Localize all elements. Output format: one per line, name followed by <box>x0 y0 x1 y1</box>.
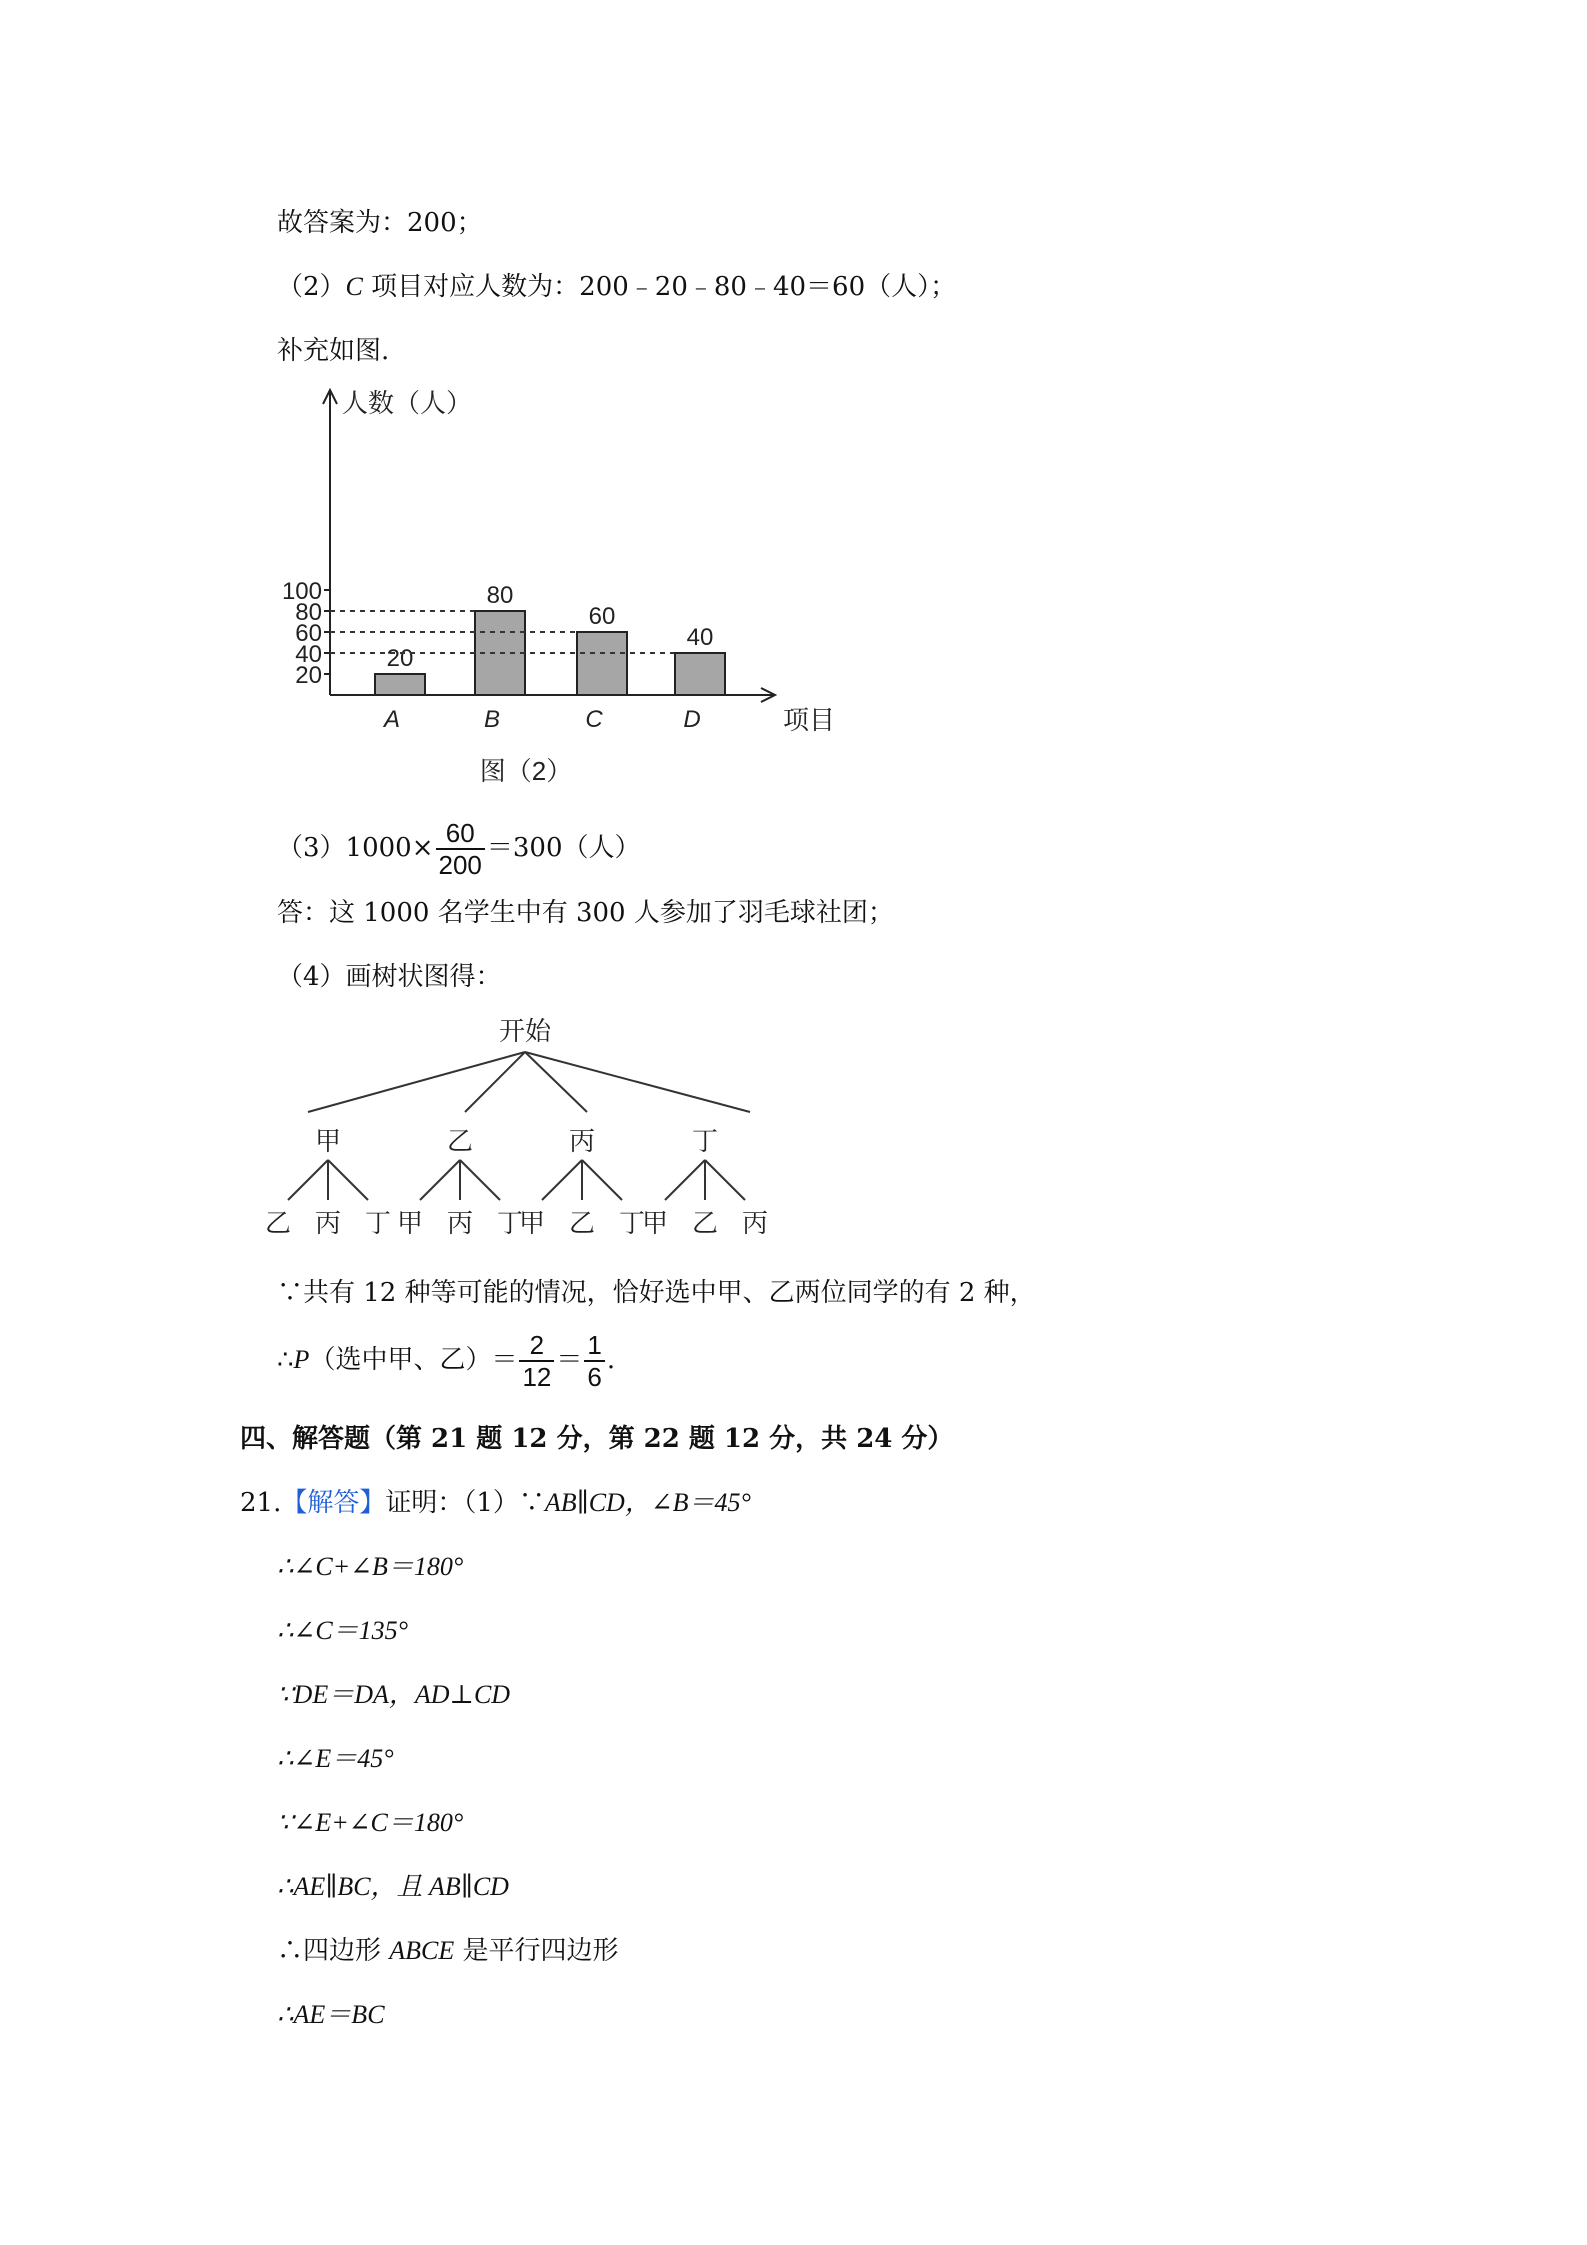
y-axis-label: 人数（人） <box>342 388 473 418</box>
answer-line-6: （4）画树状图得： <box>277 962 502 992</box>
tree-leaf-node: 丁 <box>618 1208 646 1238</box>
fraction-numerator: 2 <box>529 1330 545 1360</box>
tree-leaf-node: 丙 <box>314 1208 342 1238</box>
tree-branch-node: 乙 <box>446 1126 474 1156</box>
fraction-numerator: 60 <box>445 818 475 848</box>
proof-step-5: ∵∠E+∠C＝180° <box>277 1808 464 1837</box>
x-axis-label: 项目 <box>783 705 836 735</box>
answer-line-7: ∵共有 12 种等可能的情况，恰好选中甲、乙两位同学的有 2 种， <box>277 1278 1036 1308</box>
tree-branch-node: 丙 <box>568 1126 596 1156</box>
proof-step-6: ∴AE∥BC，且 AB∥CD <box>277 1872 509 1901</box>
answer-line-8-middle: （选中甲、乙）＝ <box>309 1345 518 1375</box>
tree-leaf-node: 乙 <box>264 1208 292 1238</box>
fraction-denominator: 200 <box>436 848 485 880</box>
x-tick-label: A <box>383 706 401 733</box>
tree-branch-line <box>525 1052 750 1112</box>
tree-leaf-node: 丙 <box>446 1208 474 1238</box>
bar <box>577 632 627 695</box>
tree-branch-line <box>308 1052 525 1112</box>
bar-chart <box>270 370 836 800</box>
proof-step-1: ∴∠C+∠B＝180° <box>277 1552 464 1581</box>
y-tick-label: 20 <box>295 662 322 689</box>
proof-step-7 <box>277 1934 619 1968</box>
x-tick-label: D <box>683 706 701 733</box>
section-heading: 四、解答题（第 21 题 12 分，第 22 题 12 分，共 24 分） <box>240 1424 954 1454</box>
answer-line-2-variable: C <box>345 272 363 301</box>
answer-line-8-suffix: . <box>606 1345 616 1375</box>
tree-leaf-line <box>328 1160 368 1200</box>
bar-value-label: 40 <box>686 624 714 651</box>
tree-leaf-node: 丁 <box>364 1208 392 1238</box>
answer-tag: 【解答】 <box>281 1488 386 1518</box>
bar-value-label: 60 <box>588 603 616 630</box>
answer-line-3: 补充如图. <box>277 336 390 366</box>
fraction-2-12 <box>519 1330 554 1392</box>
answer-line-5: 答：这 1000 名学生中有 300 人参加了羽毛球社团； <box>277 898 894 928</box>
fraction-1-6 <box>584 1330 604 1392</box>
question-21-line <box>240 1486 751 1520</box>
y-tick-label: 40 <box>295 641 322 668</box>
tree-branch-node: 丁 <box>691 1126 719 1156</box>
question-number: 21. <box>240 1488 282 1518</box>
bar <box>675 653 725 695</box>
tree-leaf-line <box>665 1160 705 1200</box>
tree-diagram <box>264 1010 770 1260</box>
answer-line-4-suffix: ＝300（人） <box>486 833 641 863</box>
y-tick-label: 80 <box>295 599 322 626</box>
tree-leaf-line <box>420 1160 460 1200</box>
tree-leaf-line <box>288 1160 328 1200</box>
bar-value-label: 80 <box>486 582 514 609</box>
proof-intro: 证明：（1）∵ <box>385 1488 545 1518</box>
proof-given: AB∥CD，∠B＝45° <box>544 1488 751 1517</box>
tree-leaf-node: 甲 <box>641 1208 669 1238</box>
tree-leaf-node: 甲 <box>396 1208 424 1238</box>
tree-leaf-node: 丁 <box>496 1208 524 1238</box>
tree-leaf-line <box>542 1160 582 1200</box>
tree-leaf-line <box>705 1160 745 1200</box>
proof-step-7-prefix: ∴四边形 <box>277 1936 390 1966</box>
tree-leaf-line <box>460 1160 500 1200</box>
y-tick-label: 60 <box>295 620 322 647</box>
tree-leaf-line <box>582 1160 622 1200</box>
bar-value-label: 20 <box>386 645 414 672</box>
fraction-denominator: 6 <box>584 1360 604 1392</box>
answer-line-8-prefix: ∴ <box>277 1345 294 1375</box>
tree-leaf-node: 乙 <box>691 1208 719 1238</box>
tree-root: 开始 <box>498 1016 552 1046</box>
proof-step-7-suffix: 是平行四边形 <box>454 1936 619 1966</box>
tree-leaf-node: 丙 <box>741 1208 769 1238</box>
answer-line-2-prefix: （2） <box>277 272 346 302</box>
probability-symbol: P <box>293 1345 310 1374</box>
y-tick-label: 100 <box>281 578 322 605</box>
answer-line-8 <box>277 1325 615 1395</box>
tree-leaf-node: 乙 <box>568 1208 596 1238</box>
answer-line-4-prefix: （3）1000× <box>277 833 434 863</box>
fraction-60-200 <box>436 818 485 880</box>
bar <box>375 674 425 695</box>
answer-line-2-text: 项目对应人数为：200﹣20﹣80﹣40＝60（人）； <box>362 272 957 302</box>
x-tick-label: C <box>585 706 603 733</box>
fraction-numerator: 1 <box>587 1330 602 1360</box>
proof-step-3: ∵DE＝DA，AD⊥CD <box>277 1680 511 1709</box>
answer-line-2 <box>277 270 956 304</box>
proof-step-4: ∴∠E＝45° <box>277 1744 394 1773</box>
equals-sign: ＝ <box>556 1345 583 1375</box>
x-tick-label: B <box>483 706 501 733</box>
fraction-denominator: 12 <box>519 1360 554 1392</box>
answer-line-1: 故答案为：200； <box>277 208 483 238</box>
chart-title: 图（2） <box>479 756 573 786</box>
tree-branch-node: 甲 <box>314 1126 342 1156</box>
tree-leaf-node: 甲 <box>518 1208 546 1238</box>
quadrilateral-name: ABCE <box>389 1936 455 1965</box>
proof-step-2: ∴∠C＝135° <box>277 1616 409 1645</box>
proof-step-8: ∴AE＝BC <box>277 2000 385 2029</box>
answer-line-4 <box>277 813 641 883</box>
